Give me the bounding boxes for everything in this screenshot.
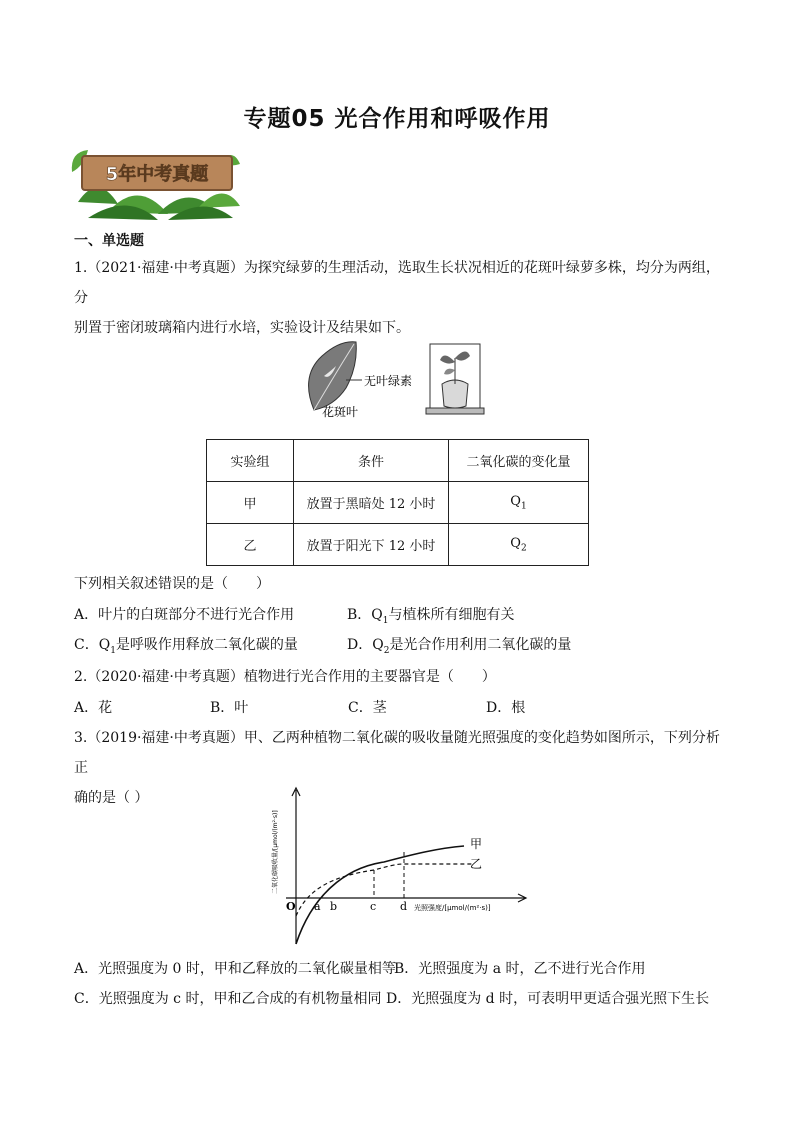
table-header-row: 实验组 条件 二氧化碳的变化量 (207, 440, 589, 482)
label-jia: 甲 (470, 837, 483, 851)
light-co2-graph (264, 786, 534, 948)
tick-b: b (330, 900, 338, 913)
svg-text:花斑叶: 花斑叶 (322, 405, 359, 418)
section-heading: 一、单选题 (74, 233, 144, 249)
table-row: 甲 放置于黑暗处 12 小时 $Q_1$ (207, 482, 589, 524)
svg-text:无叶绿素: 无叶绿素 (364, 374, 413, 388)
origin-label: O (286, 900, 296, 913)
q2-option-c: C．茎 (348, 700, 387, 716)
q3-option-c: C．光照强度为 c 时，甲和乙合成的有机物量相同 (74, 991, 382, 1007)
q1-option-c: C．$Q_1$是呼吸作用释放二氧化碳的量 (74, 637, 298, 656)
q3-option-d: D．光照强度为 d 时，可表明甲更适合强光照下生长 (386, 991, 710, 1007)
question-1-stem: 1.（2021·福建·中考真题）为探究绿萝的生理活动，选取生长状况相近的花斑叶绿萝多株，均分为两组，分 别置于密闭玻璃箱内进行水培，实验设计及结果如下。 (74, 260, 720, 336)
q2-option-d: D．根 (486, 700, 526, 716)
glass-jar-icon (426, 344, 484, 414)
q3-option-b: B．光照强度为 a 时，乙不进行光合作用 (394, 961, 646, 977)
banner-sign (68, 142, 242, 220)
question-2-stem: 2.（2020·福建·中考真题）植物进行光合作用的主要器官是（ ） (74, 669, 496, 685)
tick-c: c (370, 900, 377, 913)
y-axis-label: 二氧化碳吸收量/[μmol/(m²·s)] (272, 810, 279, 894)
q1-option-d: D．$Q_2$是光合作用利用二氧化碳的量 (347, 637, 572, 656)
q2-option-a: A．花 (74, 700, 113, 716)
page-title: 专题05 光合作用和呼吸作用 (243, 106, 551, 132)
q1-option-a: A．叶片的白斑部分不进行光合作用 (74, 607, 295, 623)
banner-text: 5年中考真题 (105, 164, 209, 185)
tick-d: d (400, 900, 408, 913)
curve-jia (296, 846, 464, 944)
q2-option-b: B．叶 (210, 700, 249, 716)
q1-option-b: B．$Q_1$与植株所有细胞有关 (347, 607, 515, 626)
question-3-stem: 3.（2019·福建·中考真题）甲、乙两种植物二氧化碳的吸收量随光照强度的变化趋势如图所示，下列分析正 确的是（ ） (74, 730, 720, 806)
tick-a: a (314, 900, 321, 913)
question-1-prompt: 下列相关叙述错误的是（ ） (74, 576, 270, 592)
x-axis-label: 光照强度/[μmol/(m²·s)] (414, 904, 491, 912)
label-yi: 乙 (470, 857, 483, 871)
table-row: 乙 放置于阳光下 12 小时 $Q_2$ (207, 524, 589, 566)
leaf-and-jar-figure (300, 336, 490, 418)
q3-option-a: A．光照强度为 0 时，甲和乙释放的二氧化碳量相等 (74, 961, 396, 977)
experiment-table (206, 439, 589, 566)
